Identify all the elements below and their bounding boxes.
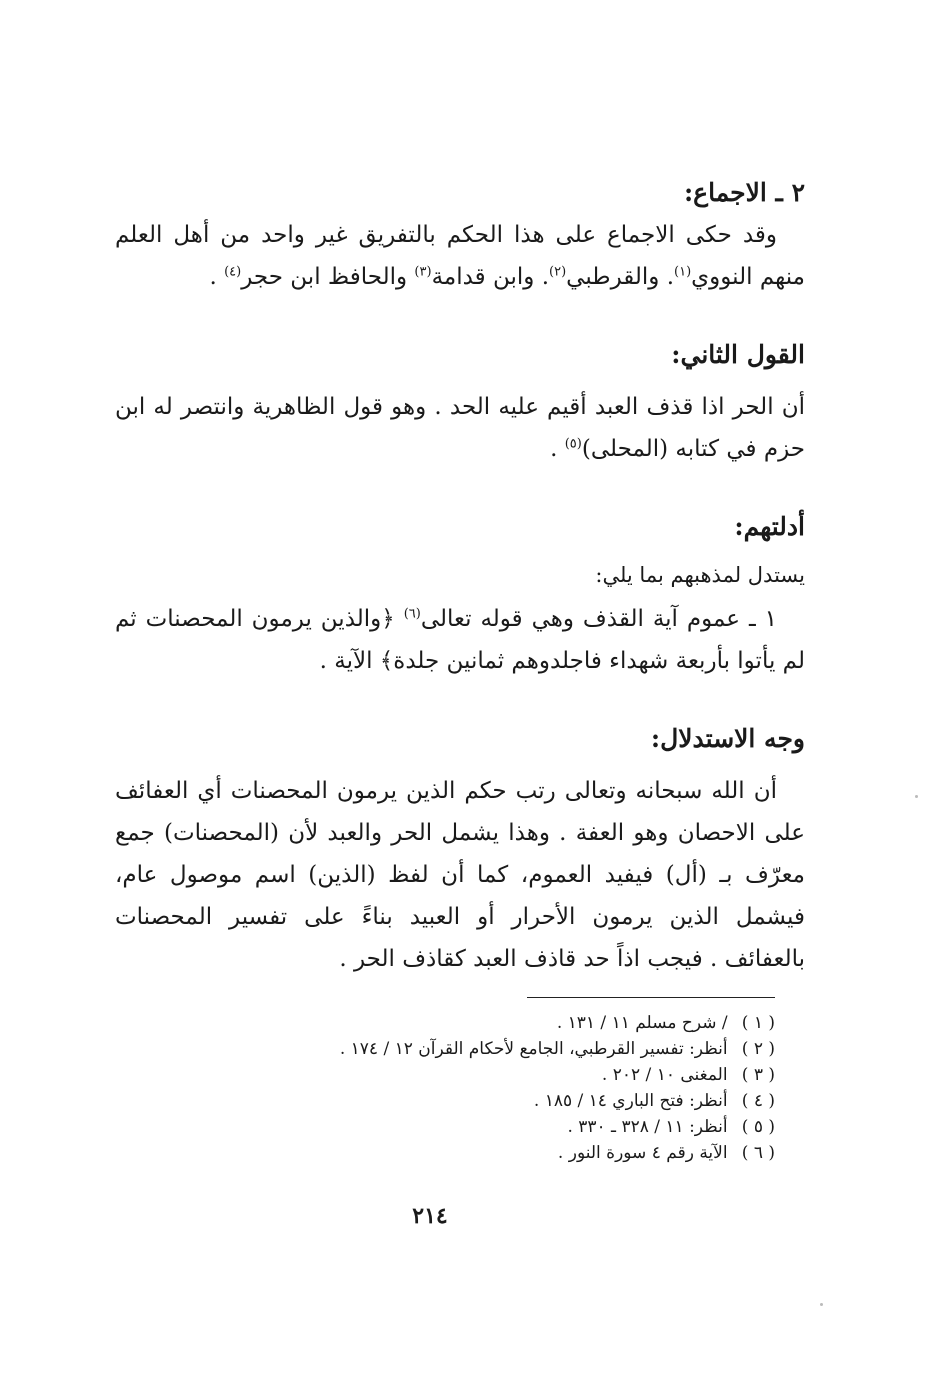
heading-ijma xyxy=(115,176,805,210)
footnote-ref-5[interactable]: (٥) xyxy=(564,436,582,452)
evidence-intro-text: يستدل لمذهبهم بما يلي: xyxy=(595,563,805,587)
footnote-ref-4[interactable]: (٤) xyxy=(224,264,242,280)
paragraph-ijma xyxy=(115,214,805,298)
footnote-number: ( ٣ ) xyxy=(741,1065,775,1085)
footnote-number: ( ٦ ) xyxy=(741,1143,775,1163)
paragraph-second-text: أن الحر اذا قذف العبد أقيم عليه الحد . وهو قول الظاهرية وانتصر له ابن حزم في كتابه (المحلى) xyxy=(115,394,805,462)
footnote-item-6 xyxy=(215,1140,775,1166)
footnote-text: المغنى ١٠ / ٢٠٢ . xyxy=(601,1065,728,1085)
footnote-number: ( ٤ ) xyxy=(741,1091,775,1111)
footnotes-list xyxy=(215,1010,775,1166)
footnote-text: الآية رقم ٤ سورة النور . xyxy=(557,1143,728,1163)
footnote-number: ( ٥ ) xyxy=(741,1117,775,1137)
footnote-number: ( ١ ) xyxy=(741,1013,775,1033)
paragraph-ijma-line2-d: والحافظ ابن حجر xyxy=(241,264,415,290)
paragraph-ijma-line2-b: . والقرطبي xyxy=(566,264,675,290)
evidence-intro xyxy=(115,558,805,592)
heading-evidence-text: أدلتهم: xyxy=(734,512,805,541)
footnote-item-5 xyxy=(215,1114,775,1140)
heading-evidence xyxy=(115,510,805,544)
footnote-ref-3[interactable]: (٣) xyxy=(414,264,432,280)
heading-reasoning xyxy=(115,722,805,756)
evidence-item-text: ١ ـ عموم آية القذف وهي قوله تعالى xyxy=(420,606,777,632)
heading-reasoning-text: وجه الاستدلال: xyxy=(650,724,805,753)
footnote-item-3 xyxy=(215,1062,775,1088)
footnote-ref-1[interactable]: (١) xyxy=(674,264,692,280)
footnote-text: أنظر: تفسير القرطبي، الجامع لأحكام القرآن ١٢ / ١٧٤ . xyxy=(339,1039,728,1059)
scan-speck xyxy=(915,795,918,798)
heading-ijma-text: ٢ ـ الاجماع: xyxy=(683,178,805,207)
footnote-divider xyxy=(527,997,775,998)
footnote-item-4 xyxy=(215,1088,775,1114)
paragraph-second-end: . xyxy=(550,436,565,462)
paragraph-reasoning xyxy=(115,770,805,980)
footnote-ref-6[interactable]: (٦) xyxy=(403,606,421,622)
paragraph-second-opinion xyxy=(115,386,805,470)
evidence-item-verse: ﴿والذين يرمون المحصنات ثم لم يأتوا بأربعة شهداء فاجلدوهم ثمانين جلدة﴾ الآية . xyxy=(115,606,805,674)
scan-speck xyxy=(820,1303,823,1306)
footnote-item-1 xyxy=(215,1010,775,1036)
footnote-text: أنظر: فتح الباري ١٤ / ١٨٥ . xyxy=(533,1091,728,1111)
footnote-text: أنظر: ١١ / ٣٢٨ ـ ٣٣٠ . xyxy=(567,1117,728,1137)
evidence-item-1 xyxy=(115,598,805,682)
paragraph-reasoning-text: أن الله سبحانه وتعالى رتب حكم الذين يرمون المحصنات أي العفائف على الاحصان وهو العفة . وهذا يشمل الحر والعبد لأن (المحصنات) جمع معرّف بـ (أل) فيفيد العموم، كما أن لفظ (الذين) اسم موصول عام، فيشمل الذين يرمون الأحرار أو العبيد بناءً على تفسير المحصنات بالعفائف . فيجب اذاً حد قاذف العبد كقاذف الحر . xyxy=(115,778,806,972)
footnote-number: ( ٢ ) xyxy=(741,1039,775,1059)
heading-second-opinion-text: القول الثاني: xyxy=(671,340,805,369)
footnote-item-2 xyxy=(215,1036,775,1062)
paragraph-ijma-line2-a: النووي xyxy=(691,264,753,290)
heading-second-opinion xyxy=(115,338,805,372)
footnote-ref-2[interactable]: (٢) xyxy=(549,264,567,280)
paragraph-ijma-line2-c: . وابن قدامة xyxy=(431,264,550,290)
footnote-text: / شرح مسلم ١١ / ١٣١ . xyxy=(556,1013,728,1033)
page-number: ٢١٤ xyxy=(412,1203,448,1229)
paragraph-ijma-line2-e: . xyxy=(209,264,225,290)
paragraph-ijma-text: وقد حكى الاجماع على هذا الحكم بالتفريق غير واحد من أهل العلم منهم xyxy=(115,222,805,290)
